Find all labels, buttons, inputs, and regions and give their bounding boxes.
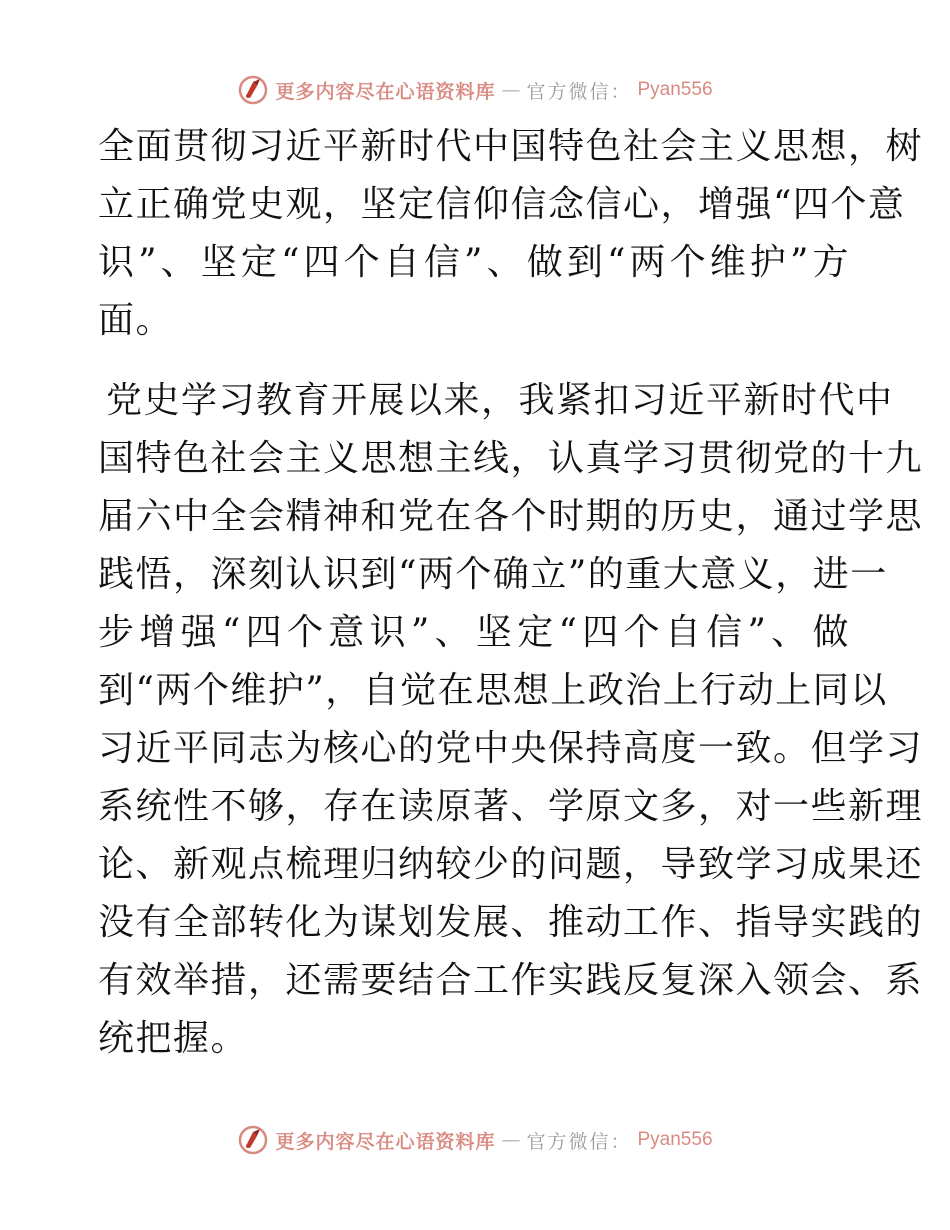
library-logo-icon [237,74,269,106]
document-body [98,118,924,1068]
header-watermark [0,70,950,110]
text-line: 国特色社会主义思想主线，认真学习贯彻党的十九 [98,438,924,479]
text-line: 系统性不够，存在读原著、学原文多，对一些新理 [98,786,924,827]
text-line: 面。 [98,300,174,341]
text-line: 识”、坚定“四个自信”、做到“两个维护”方 [98,242,850,283]
text-line: 统把握。 [98,1018,249,1059]
text-line: 没有全部转化为谋划发展、推动工作、指导实践的 [98,902,924,943]
watermark-dash: — [501,79,521,101]
paragraph-spacer [98,350,850,372]
text-line: 立正确党史观，坚定信仰信念信心，增强“四个意 [98,184,906,225]
text-line: 有效举措，还需要结合工作实践反复深入领会、系 [98,960,924,1001]
text-line: 届六中全会精神和党在各个时期的历史，通过学思 [98,496,924,537]
text-line: 步增强“四个意识”、坚定“四个自信”、做 [98,612,850,653]
watermark-title: 更多内容尽在心语资料库 [275,80,496,103]
watermark-official-label: 官方微信： [526,1130,632,1153]
text-line: 到“两个维护”，自觉在思想上政治上行动上同以 [98,670,888,711]
watermark-wechat-id: Pyan556 [637,79,713,100]
footer-watermark [0,1120,950,1160]
watermark-title: 更多内容尽在心语资料库 [275,1130,496,1153]
watermark-dash: — [501,1129,521,1151]
text-line: 习近平同志为核心的党中央保持高度一致。但学习 [98,728,924,769]
paragraph [98,372,924,1068]
watermark-wechat-id: Pyan556 [637,1129,713,1150]
text-line: 全面贯彻习近平新时代中国特色社会主义思想，树 [98,126,924,167]
paragraph [98,118,924,350]
text-line: 践悟，深刻认识到“两个确立”的重大意义，进一 [98,554,888,595]
text-line: 党史学习教育开展以来，我紧扣习近平新时代中 [106,380,894,421]
watermark-official-label: 官方微信： [526,80,632,103]
text-line: 论、新观点梳理归纳较少的问题，导致学习成果还 [98,844,924,885]
library-logo-icon [237,1124,269,1156]
